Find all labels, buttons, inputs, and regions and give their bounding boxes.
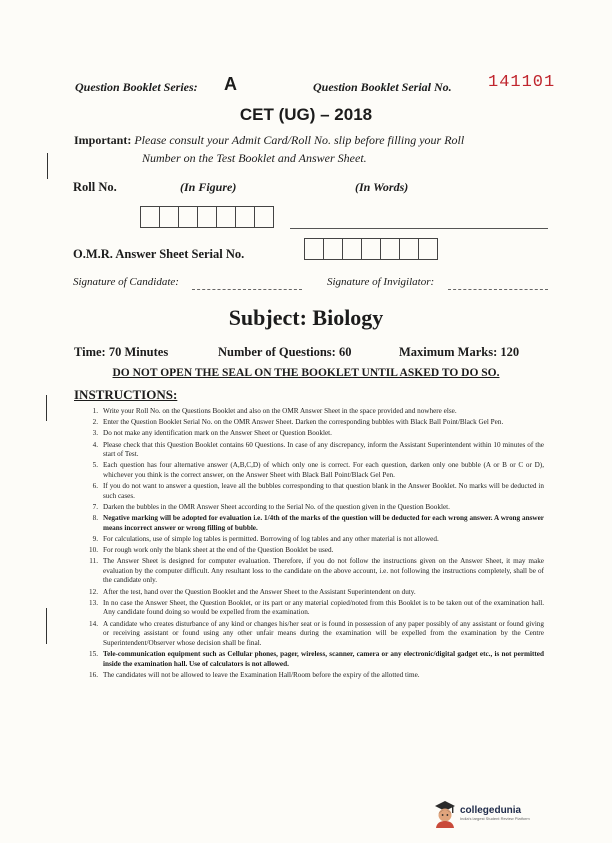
roll-digit-box[interactable] bbox=[159, 206, 179, 228]
seal-notice: DO NOT OPEN THE SEAL ON THE BOOKLET UNTIL ASKED TO DO SO. bbox=[112, 367, 500, 379]
instruction-number: 7. bbox=[92, 502, 98, 511]
omr-digit-box[interactable] bbox=[399, 238, 419, 260]
omr-serial-label: O.M.R. Answer Sheet Serial No. bbox=[73, 247, 245, 261]
signature-candidate-line[interactable] bbox=[192, 289, 302, 290]
instruction-text: Enter the Question Booklet Serial No. on the OMR Answer Sheet. Darken the corresponding bubbles with Black Ball Point/Black Gel Pen. bbox=[103, 418, 504, 427]
instruction-text: Each question has four alternative answer (A,B,C,D) of which only one is correct. For each question, darken only one bubble (A or B or C or D), whichever you think is the correct answer, on the Answer Sheet with Black Ball Point/Black Gel Pen. bbox=[103, 461, 544, 479]
roll-no-label: Roll No. bbox=[73, 180, 117, 194]
booklet-serial-label: Question Booklet Serial No. bbox=[313, 80, 452, 94]
instructions-heading: INSTRUCTIONS: bbox=[74, 387, 178, 402]
roll-in-figure-label: (In Figure) bbox=[180, 180, 237, 194]
instruction-item bbox=[80, 407, 544, 417]
instruction-item bbox=[80, 557, 544, 586]
instruction-item bbox=[80, 599, 544, 618]
roll-in-words-line[interactable] bbox=[290, 228, 548, 229]
instruction-item bbox=[80, 441, 544, 460]
instruction-number: 2. bbox=[92, 418, 98, 427]
instruction-number: 4. bbox=[92, 440, 98, 449]
instruction-item bbox=[80, 671, 544, 681]
margin-mark-bottom bbox=[46, 608, 47, 644]
booklet-series-value: A bbox=[224, 74, 237, 94]
omr-digit-box[interactable] bbox=[304, 238, 324, 260]
instruction-number: 16. bbox=[89, 670, 98, 679]
instruction-number: 12. bbox=[89, 587, 98, 596]
omr-digit-box[interactable] bbox=[342, 238, 362, 260]
signature-invigilator-label: Signature of Invigilator: bbox=[327, 276, 435, 288]
instruction-number: 3. bbox=[92, 429, 98, 438]
collegedunia-watermark bbox=[433, 798, 530, 828]
instruction-number: 5. bbox=[92, 461, 98, 470]
instruction-item bbox=[80, 482, 544, 501]
margin-mark-middle bbox=[46, 395, 47, 421]
instruction-item bbox=[80, 418, 544, 428]
omr-serial-boxes[interactable] bbox=[304, 238, 437, 260]
instruction-text: Negative marking will be adopted for evaluation i.e. 1/4th of the marks of the question will be deducted for each wrong answer. A wrong answer means incorrect answer or wrong filling of bubble. bbox=[103, 514, 544, 532]
instruction-text: Darken the bubbles in the OMR Answer Sheet according to the Serial No. of the question given in the Question Booklet. bbox=[103, 502, 450, 511]
instruction-text: A candidate who creates disturbance of any kind or changes his/her seat or is found in possession of any paper possibly of any assistant or found giving or receiving assistant or found using any other unfair means during the examination will be expelled from the examination by the Centre Superintendent/Observer whose decision shall be final. bbox=[103, 619, 544, 647]
instruction-number: 11. bbox=[89, 557, 98, 566]
watermark-brand: collegedunia bbox=[460, 805, 522, 816]
instruction-text: If you do not want to answer a question, leave all the bubbles corresponding to that question blank in the Answer Booklet. No marks will be deducted in such cases. bbox=[103, 482, 544, 500]
margin-mark-top bbox=[47, 153, 48, 179]
instruction-item bbox=[80, 429, 544, 439]
instruction-text: The candidates will not be allowed to leave the Examination Hall/Room before the expiry of the allotted time. bbox=[103, 670, 420, 679]
instruction-text: For rough work only the blank sheet at the end of the Question Booklet be used. bbox=[103, 546, 334, 555]
signature-candidate-label: Signature of Candidate: bbox=[73, 276, 179, 288]
maximum-marks: Maximum Marks: 120 bbox=[399, 345, 520, 359]
instruction-item bbox=[80, 514, 544, 533]
watermark-tagline: India's largest Student Review Platform bbox=[460, 816, 530, 821]
instruction-number: 10. bbox=[89, 546, 98, 555]
instruction-text: Tele-communication equipment such as Cellular phones, pager, wireless, scanner, camera or any electronic/digital gadget etc., is not permitted inside the examination hall. Use of calculators is not allowed. bbox=[103, 649, 544, 668]
roll-digit-box[interactable] bbox=[235, 206, 255, 228]
important-text-line2: Number on the Test Booklet and Answer Sheet. bbox=[142, 151, 367, 165]
important-label: Important: bbox=[74, 133, 132, 147]
instruction-item bbox=[80, 503, 544, 513]
exam-title: CET (UG) – 2018 bbox=[239, 105, 373, 124]
instructions-list bbox=[80, 407, 544, 682]
roll-in-words-label: (In Words) bbox=[355, 180, 409, 194]
instruction-number: 6. bbox=[92, 482, 98, 491]
roll-digit-box[interactable] bbox=[197, 206, 217, 228]
time-allowed: Time: 70 Minutes bbox=[74, 345, 169, 359]
important-note bbox=[74, 132, 554, 149]
instruction-item bbox=[80, 535, 544, 545]
instruction-text: Do not make any identification mark on the Answer Sheet or Question Booklet. bbox=[103, 429, 332, 438]
omr-digit-box[interactable] bbox=[361, 238, 381, 260]
instruction-text: For calculations, use of simple log tables is permitted. Borrowing of log tables and any other material is not allowed. bbox=[103, 534, 439, 543]
roll-digit-box[interactable] bbox=[140, 206, 160, 228]
instruction-text: Please check that this Question Booklet contains 60 Questions. In case of any discrepancy, inform the Assistant Superintendent within 10 minutes of the start of Test. bbox=[103, 440, 544, 459]
instruction-number: 9. bbox=[92, 534, 98, 543]
instruction-item bbox=[80, 546, 544, 556]
subject-title: Subject: Biology bbox=[228, 305, 384, 330]
instruction-item bbox=[80, 461, 544, 480]
omr-digit-box[interactable] bbox=[323, 238, 343, 260]
instruction-text: After the test, hand over the Question Booklet and the Answer Sheet to the Assistant Superintendent on duty. bbox=[103, 587, 416, 596]
roll-digit-box[interactable] bbox=[216, 206, 236, 228]
instruction-item bbox=[80, 588, 544, 598]
important-text-line1: Please consult your Admit Card/Roll No. slip before filling your Roll bbox=[134, 133, 465, 147]
roll-number-boxes[interactable] bbox=[140, 206, 273, 228]
instruction-text: Write your Roll No. on the Questions Booklet and also on the OMR Answer Sheet in the space provided and nowhere else. bbox=[103, 407, 457, 415]
number-of-questions: Number of Questions: 60 bbox=[218, 345, 352, 359]
roll-digit-box[interactable] bbox=[254, 206, 274, 228]
instruction-text: In no case the Answer Sheet, the Question Booklet, or its part or any material copied/noted from this Booklet is to be taken out of the examination hall. Any candidate found doing so would be expelled from the examination. bbox=[103, 598, 544, 617]
instruction-number: 15. bbox=[89, 649, 98, 658]
instruction-item bbox=[80, 620, 544, 649]
instruction-number: 14. bbox=[89, 619, 98, 628]
omr-digit-box[interactable] bbox=[380, 238, 400, 260]
instruction-number: 13. bbox=[89, 598, 98, 607]
booklet-serial-value: 141101 bbox=[488, 73, 556, 92]
instruction-text: The Answer Sheet is designed for computer evaluation. Therefore, if you do not follow the instructions given on the Answer Sheet, it may make evaluation by the computer difficult. Any resultant loss to the candidate on the above account, i.e. not following the instructions completely, shall be of the candidate only. bbox=[103, 557, 544, 585]
instruction-number: 1. bbox=[92, 407, 98, 415]
roll-digit-box[interactable] bbox=[178, 206, 198, 228]
booklet-series-label: Question Booklet Series: bbox=[75, 80, 198, 94]
signature-invigilator-line[interactable] bbox=[448, 289, 548, 290]
graduate-avatar-icon bbox=[433, 798, 457, 828]
instruction-number: 8. bbox=[92, 514, 98, 523]
omr-digit-box[interactable] bbox=[418, 238, 438, 260]
instruction-item bbox=[80, 650, 544, 669]
